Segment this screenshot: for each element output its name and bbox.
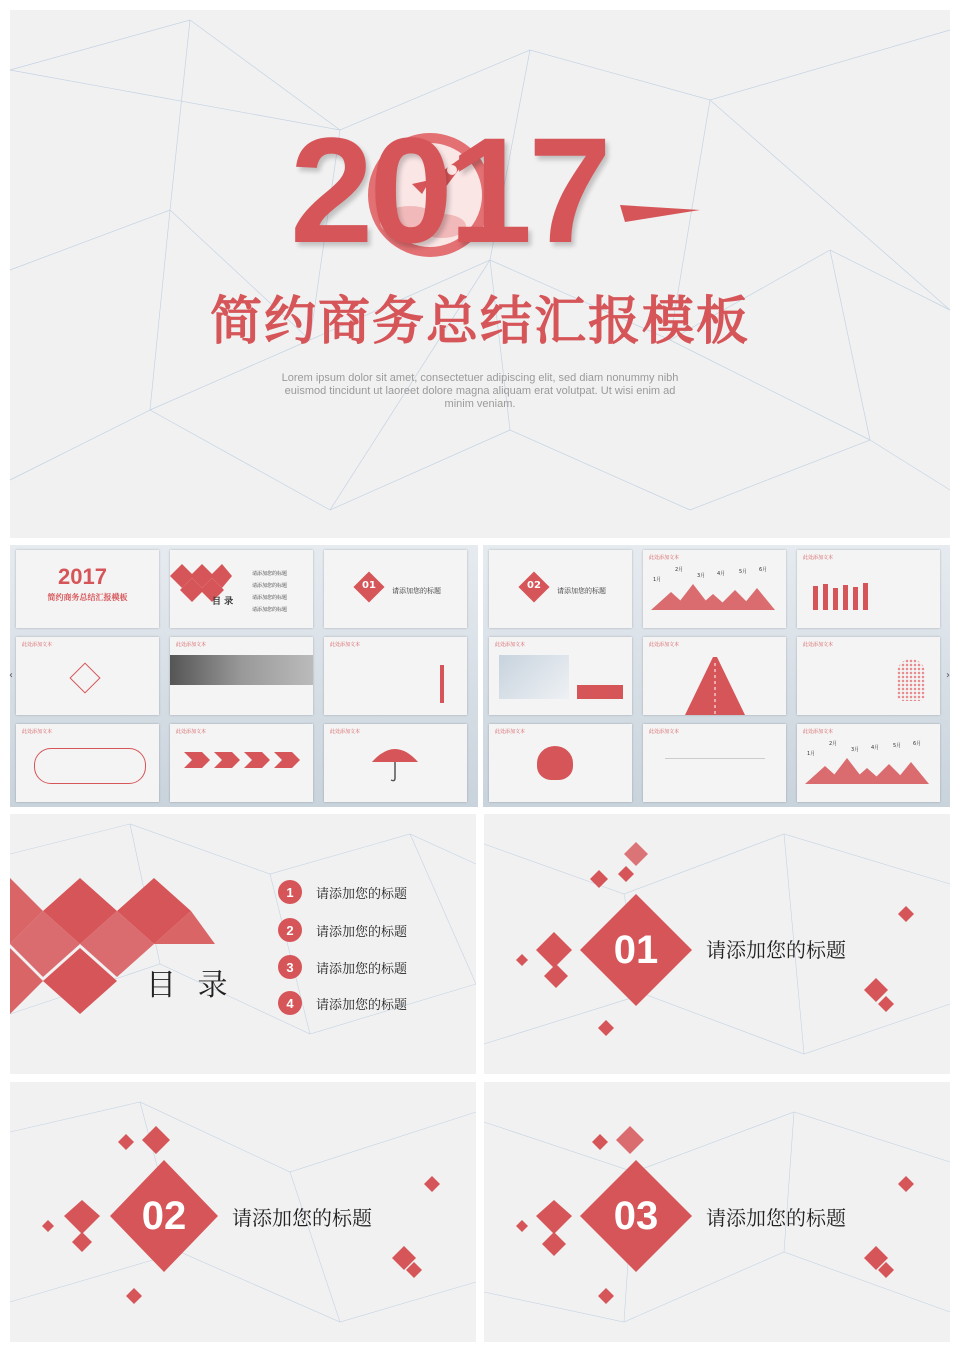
- thumb-section-num: 02: [527, 580, 541, 591]
- thumb-slide[interactable]: [324, 724, 467, 802]
- thumb-header: 此处添加文本: [176, 729, 207, 735]
- thumb-month-label: 3月: [697, 573, 706, 579]
- thumb-slide[interactable]: [489, 724, 632, 802]
- cover-year: 2017: [290, 106, 608, 274]
- toc-number: 1: [278, 880, 302, 904]
- thumb-month-label: 2月: [675, 567, 684, 573]
- cover-title: 简约商务总结汇报模板: [209, 292, 750, 352]
- thumb-header: 此处添加文本: [330, 642, 361, 648]
- toc-item-2[interactable]: [278, 918, 407, 942]
- thumb-toc-label: 目 录: [212, 597, 234, 607]
- thumb-month-label: 4月: [871, 745, 880, 751]
- thumb-month-label: 6月: [913, 741, 922, 747]
- thumb-header: 此处添加文本: [649, 555, 680, 561]
- thumb-slide[interactable]: [16, 637, 159, 715]
- thumb-header: 此处添加文本: [803, 642, 834, 648]
- thumb-toc[interactable]: [170, 550, 313, 628]
- thumb-header: 此处添加文本: [22, 642, 53, 648]
- cover-subtitle: [10, 372, 950, 411]
- thumb-chart-bars[interactable]: [797, 550, 940, 628]
- thumb-cover[interactable]: [16, 550, 159, 628]
- thumb-slide[interactable]: [643, 724, 786, 802]
- thumb-section-title: 请添加您的标题: [392, 587, 441, 595]
- thumb-month-label: 2月: [829, 741, 838, 747]
- mountain-chart: [651, 580, 777, 610]
- toc-number: 2: [278, 918, 302, 942]
- thumb-year: 2017: [58, 564, 107, 589]
- thumb-header: 此处添加文本: [803, 729, 834, 735]
- thumb-slide[interactable]: [16, 724, 159, 802]
- umbrella-icon: [372, 744, 418, 784]
- toc-number: 3: [278, 955, 302, 979]
- thumb-slide[interactable]: [324, 637, 467, 715]
- section-title: 请添加您的标题: [706, 1206, 846, 1230]
- thumb-arrows: [184, 752, 300, 768]
- thumb-toc-item: 请添加您的标题: [252, 607, 288, 613]
- thumb-header: 此处添加文本: [649, 642, 680, 648]
- preview-panel-right: [483, 545, 950, 807]
- section-number: 03: [613, 1194, 659, 1238]
- thumb-photo: [499, 655, 569, 699]
- head-silhouette-icon: [897, 659, 925, 701]
- toc-item-4[interactable]: [278, 991, 407, 1015]
- scroll-left-arrow[interactable]: ‹: [9, 670, 13, 681]
- thumb-month-label: 4月: [717, 571, 726, 577]
- thumb-road[interactable]: [643, 637, 786, 715]
- thumb-slide[interactable]: [170, 724, 313, 802]
- toc-item-label: 请添加您的标题: [316, 924, 408, 940]
- thumb-month-label: 5月: [739, 569, 748, 575]
- section-title: 请添加您的标题: [232, 1206, 372, 1230]
- toc-slide: [10, 814, 476, 1074]
- toc-label: 目 录: [146, 968, 234, 1003]
- thumb-toc-item: 请添加您的标题: [252, 571, 288, 577]
- cover-slide: [10, 10, 950, 538]
- thumb-diamond-group: [69, 662, 100, 693]
- thumb-section-title: 请添加您的标题: [557, 587, 606, 595]
- thumb-section-num: 01: [362, 580, 376, 591]
- subtitle-line: Lorem ipsum dolor sit amet, consectetuer adipiscing elit, sed diam nonummy nibh: [281, 372, 679, 384]
- thumb-title: 简约商务总结汇报模板: [47, 593, 128, 602]
- thumb-header: 此处添加文本: [803, 555, 834, 561]
- section-title: 请添加您的标题: [706, 938, 846, 962]
- thumb-header: 此处添加文本: [176, 642, 207, 648]
- bar-chart: [811, 580, 881, 610]
- thumb-heart-cluster: [537, 746, 573, 780]
- thumb-chart-mountains[interactable]: [797, 724, 940, 802]
- toc-item-label: 请添加您的标题: [316, 886, 408, 902]
- thumb-month-label: 6月: [759, 567, 768, 573]
- road-icon: [685, 657, 745, 715]
- thumb-section-02[interactable]: [489, 550, 632, 628]
- toc-item-label: 请添加您的标题: [316, 961, 408, 977]
- thumb-header: 此处添加文本: [649, 729, 680, 735]
- thumb-month-label: 5月: [893, 743, 902, 749]
- thumb-header: 此处添加文本: [22, 729, 53, 735]
- toc-number: 4: [278, 991, 302, 1015]
- section-number: 01: [613, 928, 659, 972]
- thumb-month-label: 1月: [807, 751, 816, 757]
- thumb-section-01[interactable]: [324, 550, 467, 628]
- section-slide-02: [10, 1082, 476, 1342]
- preview-panel-left: [10, 545, 478, 807]
- toc-item-label: 请添加您的标题: [316, 997, 408, 1013]
- thumb-slide[interactable]: [489, 637, 632, 715]
- thumb-month-label: 3月: [851, 747, 860, 753]
- thumb-toc-item: 请添加您的标题: [252, 595, 288, 601]
- section-number: 02: [141, 1194, 187, 1238]
- thumb-chart-mountains[interactable]: [643, 550, 786, 628]
- toc-item-1[interactable]: [278, 880, 407, 904]
- thumb-photo: [170, 655, 313, 685]
- thumb-header: 此处添加文本: [495, 729, 526, 735]
- thumb-slide[interactable]: [170, 637, 313, 715]
- thumb-rocket: [440, 665, 444, 703]
- toc-item-3[interactable]: [278, 955, 407, 979]
- mountain-chart: [805, 754, 931, 784]
- subtitle-line: minim veniam.: [444, 398, 516, 410]
- thumb-red-box: [577, 685, 623, 699]
- thumb-month-label: 1月: [653, 577, 662, 583]
- thumb-header: 此处添加文本: [495, 642, 526, 648]
- thumb-toc-items: [252, 570, 287, 613]
- thumb-toc-item: 请添加您的标题: [252, 583, 288, 589]
- thumb-header: 此处添加文本: [330, 729, 361, 735]
- thumb-hexagons: [34, 748, 146, 784]
- subtitle-line: euismod tincidunt ut laoreet dolore magna aliquam erat volutpat. Ut wisi enim ad: [284, 385, 676, 397]
- scroll-right-arrow[interactable]: ›: [946, 670, 950, 681]
- section-slide-03: [484, 1082, 950, 1342]
- thumb-pins: [665, 758, 765, 759]
- thumb-head[interactable]: [797, 637, 940, 715]
- section-slide-01: [484, 814, 950, 1074]
